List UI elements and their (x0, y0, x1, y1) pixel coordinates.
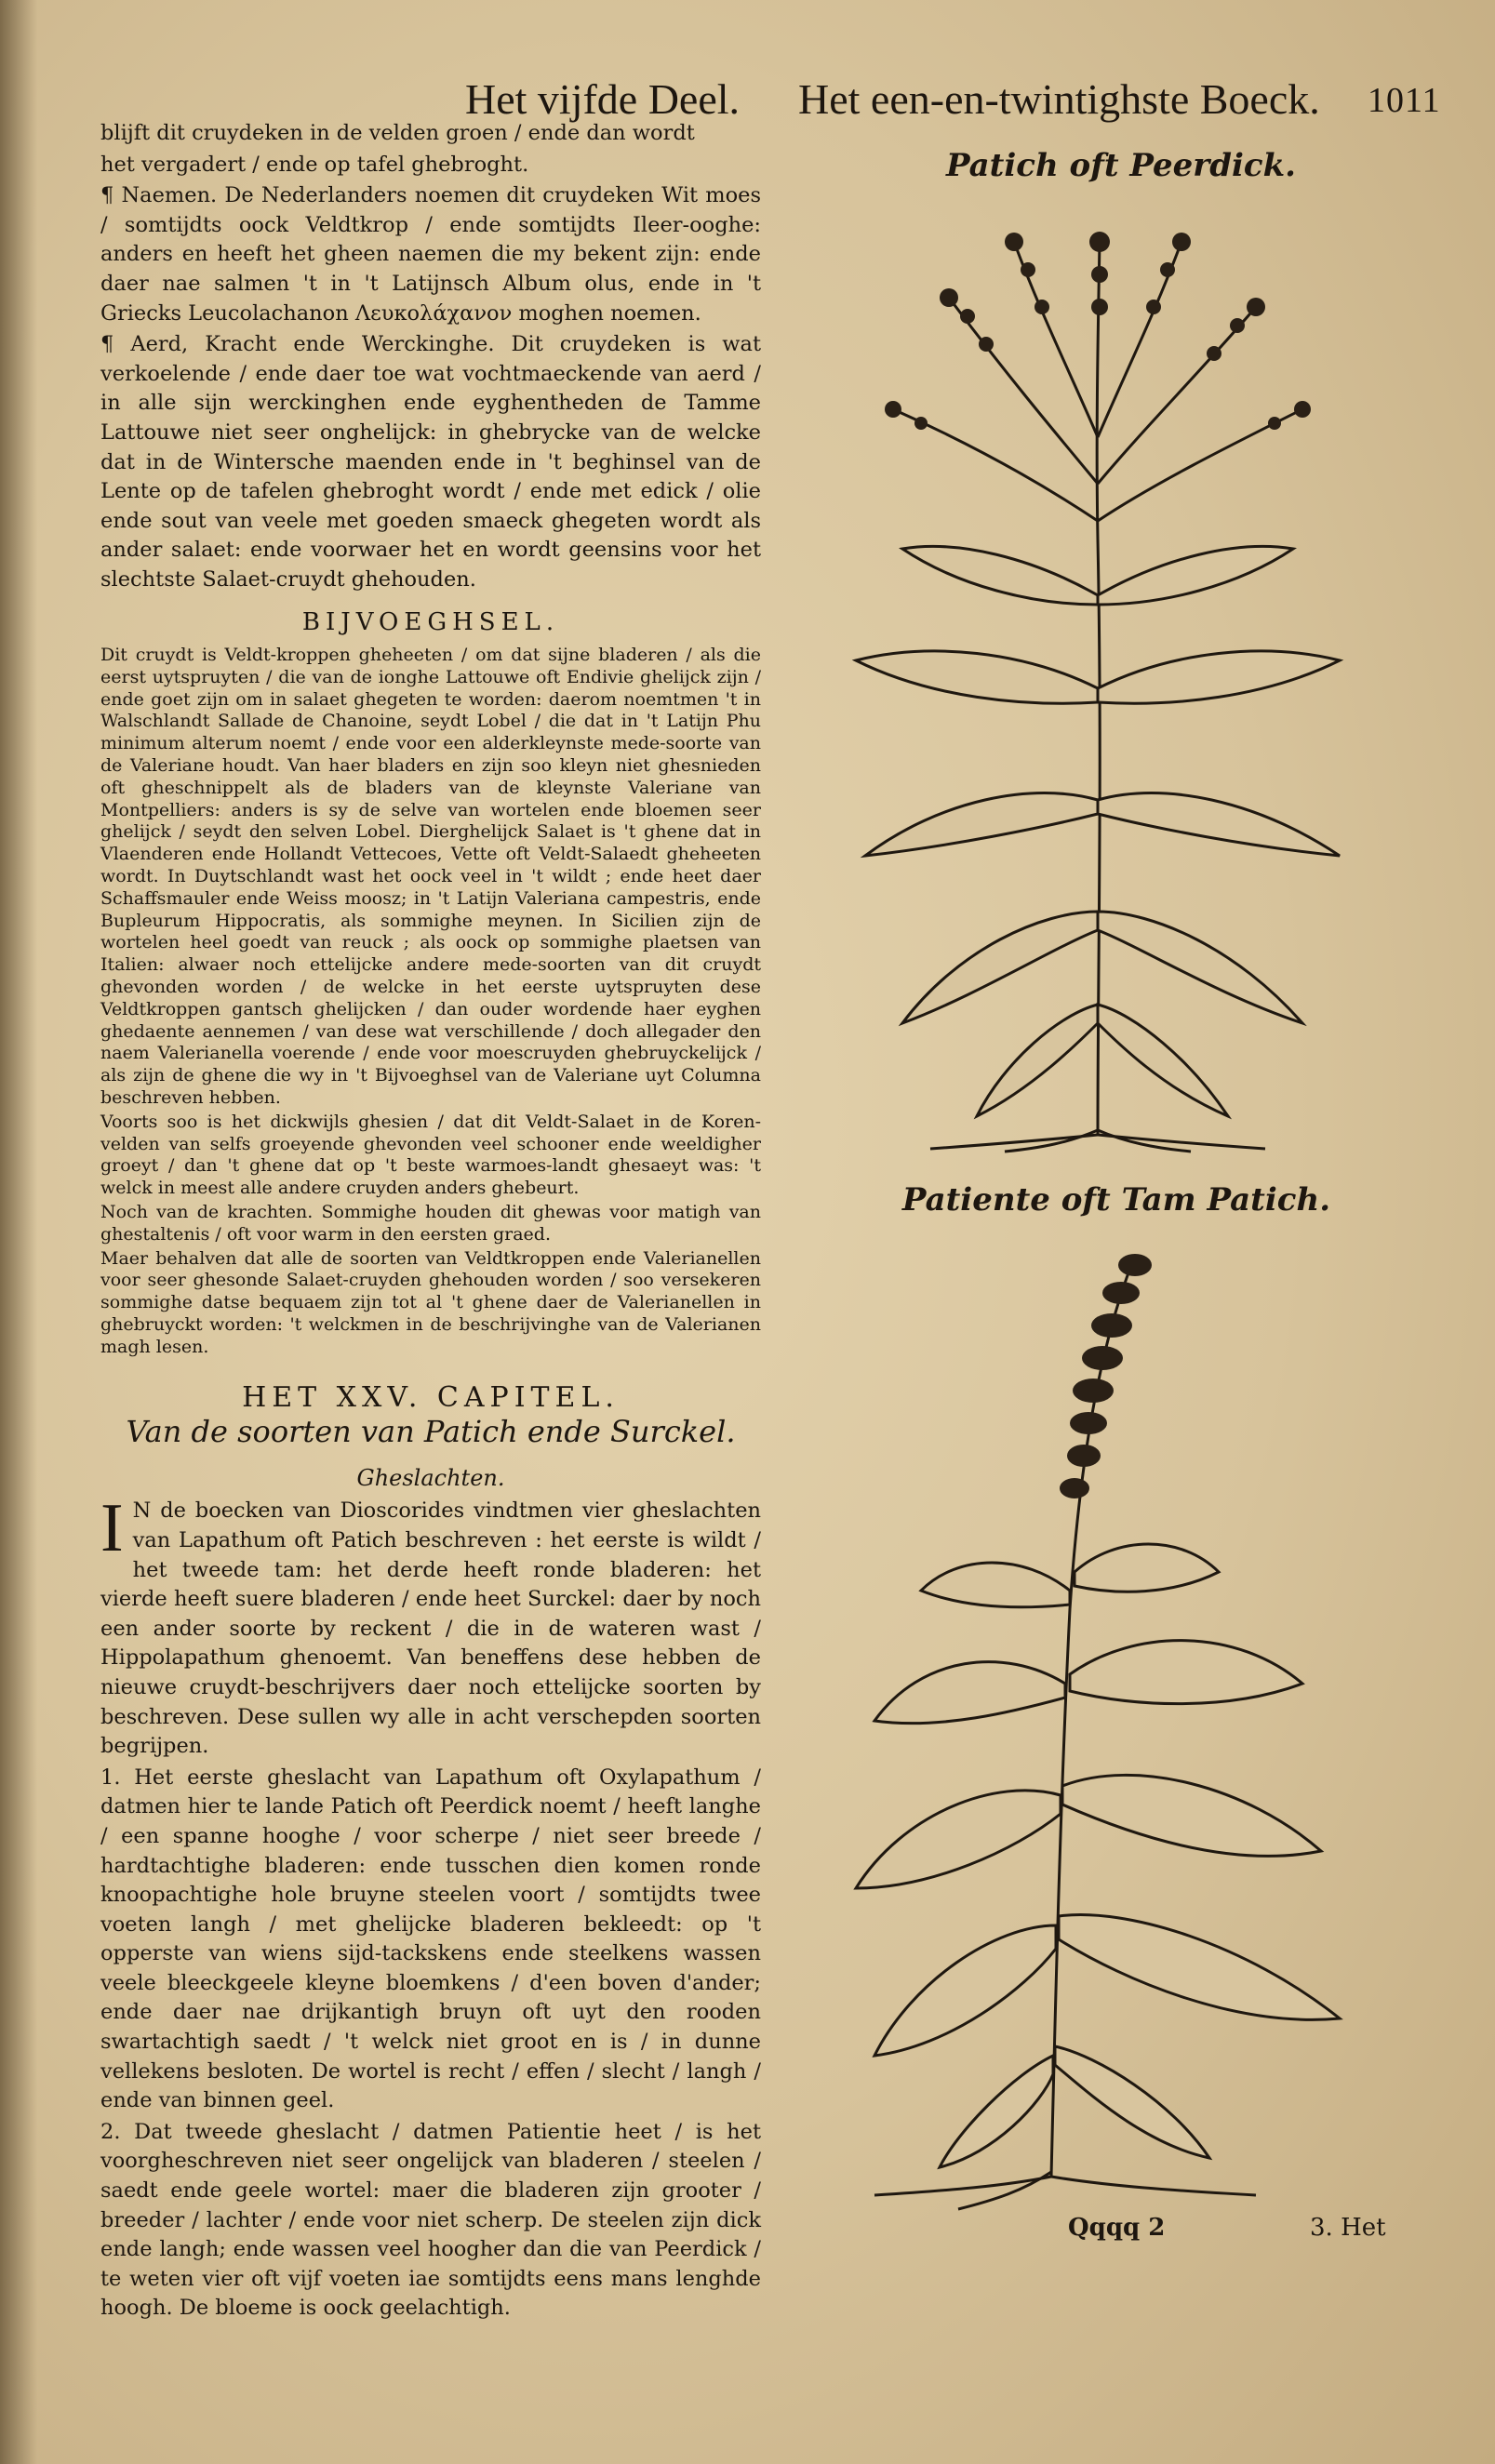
gheslachten-paragraph: 1. Het eerste gheslacht van Lapathum oft Oxylapathum / datmen hier te lande Patich oft Peerdick noemt / heeft langhe / een spanne hooghe / voor scherpe / niet seer breede / hardtachtighe bladeren: ende tusschen dien komen ronde knoopachtighe hole bruyne steelen voort / somtijdts twee voeten langh / met ghelijcke bladeren bekleedt: op 't opperste van wiens sijd-tackskens ende steelkens wassen veele bleeckgeele kleyne bloemkens / d'een boven d'ander; ende daer nae drijkantigh bruyn oft uyt den rooden swartachtigh saedt / 't welck niet groot en is / in dunne vellekens besloten. De wortel is recht / effen / slecht / langh / ende van binnen geel. (100, 1765, 761, 2113)
bijvoeghsel-paragraph: Noch van de krachten. Sommighe houden dit ghewas voor matigh van ghestaltenis / oft voor warm in den eersten graed. (100, 1202, 761, 1245)
chapter-number: HET XXV. CAPITEL. (242, 1380, 620, 1414)
gheslachten-heading: Gheslachten. (356, 1464, 505, 1491)
intro-line: blijft dit cruydeken in de velden groen / ende dan wordt (100, 121, 695, 145)
signature-mark: Qqqq 2 (1068, 2214, 1166, 2242)
namen-paragraph: ¶ Naemen. De Nederlanders noemen dit cruydeken Wit moes / somtijdts oock Veldtkrop / ende somtijdts Ileer-ooghe: anders en heeft het gheen naemen die my bekent zijn: ende daer nae salmen 't in 't Latijnsch Album olus, ende in 't Griecks Leucolachanon Λευκολάχανον moghen noemen. (100, 183, 761, 326)
intro-line: het vergadert / ende op tafel ghebroght. (100, 152, 529, 177)
left-text-column (100, 119, 761, 2325)
gheslachten-paragraph: 2. Dat tweede gheslacht / datmen Patientie heet / is het voorgheschreven niet seer ongelijck van bladeren / steelen / saedt ende geele wortel: maer die bladeren zijn grooter / breeder / lachter / ende voor niet scherp. De steelen zijn dick ende langh; ende wassen veel hoogher dan die van Peerdick / te weten vier oft vijf voeten iae somtijdts eens mans lenghde hoogh. De bloeme is oock geelachtigh. (100, 2119, 761, 2321)
bijvoeghsel-paragraph: Maer behalven dat alle de soorten van Veldtkroppen ende Valerianellen voor seer ghesonde Salaet-cruyden ghehouden worden / soo versekeren sommighe datse bequaem zijn tot al 't ghene daer de Valerianellen in ghebruyckt worden: 't welckmen in de beschrijvinghe van de Valerianen magh lesen. (100, 1247, 761, 1357)
bijvoeghsel-paragraph: Voorts soo is het dickwijls ghesien / dat dit Veldt-Salaet in de Koren-velden van selfs groeyende ghevonden veel schooner ende weeldigher groeyt / dan 't ghene dat op 't beste warmoes-landt ghesaeyt was: 't welck in meest alle andere cruyden anders ghebeurt. (100, 1111, 761, 1199)
woodcut-patiente-plant (819, 1237, 1377, 2214)
running-head-left: Het vijfde Deel. (465, 75, 741, 123)
figure-caption-1: Patich oft Peerdick. (945, 147, 1297, 184)
drop-capital: I (100, 1490, 124, 1567)
aerd-paragraph: ¶ Aerd, Kracht ende Werckinghe. Dit cruydeken is wat verkoelende / ende daer toe wat vochtmaeckende van aerd / in alle sijn werckinghen ende eyghentheden de Tamme Lattouwe niet seer onghelijck: in ghebrycke van de welcke dat in de Wintersche maenden ende in 't beghinsel van de Lente op de tafelen ghebroght wordt / ende met edick / olie ende sout van veele met goeden smaeck ghegeten wordt als ander salaet: ende voorwaer het en wordt geensins voor het slechtste Salaet-cruydt ghehouden. (100, 332, 761, 592)
gutter-shadow (0, 0, 37, 2464)
woodcut-patich-plant (819, 205, 1377, 1153)
gheslachten-body (100, 1490, 761, 1761)
folio-number: 1011 (1368, 81, 1441, 120)
running-head-right: Het een-en-twintighste Boeck. (798, 75, 1320, 123)
bijvoeghsel-paragraph: Dit cruydt is Veldt-kroppen gheheeten / om dat sijne bladeren / als die eerst uytspruyten / die van de ionghe Lattouwe oft Endivie ghelijck zijn / ende goet zijn om in salaet ghegeten te worden: daerom noemtmen 't in Walschlandt Sallade de Chanoine, seydt Lobel / die dat in 't Latijn Phu minimum alterum noemt / ende voor een alderkleynste mede-soorte van de Valeriane houdt. Van haer bladers en zijn soo kleyn niet ghesnieden oft gheschnippelt als de bladers van de kleynste Valeriane van Montpelliers: anders is sy de selve van wortelen ende bloemen seer ghelijck / seydt den selven Lobel. Dierghelijck Salaet is 't ghene dat in Vlaenderen ende Hollandt Vettecoes, Vette oft Veldt-Salaedt gheheeten wordt. In Duytschlandt wast het oock veel in 't wildt ; ende heet daer Schaffsmauler ende Weiss moosz; in 't Latijn Valeriana campestris, ende Bupleurum Hippocratis, als sommighe meynen. In Sicilien zijn de wortelen heel goedt van reuck ; als oock op sommighe plaetsen van Italien: alwaer noch ettelijcke andere mede-soorten van dit cruydt ghevonden worden / de welcke in het eerste uytspruyten dese Veldtkroppen gantsch ghelijcken / dan ouder wordende haer eyghen ghedaente aennemen / van dese wat verschillende / doch allegader den naem Valerianella voerende / ende voor moescruyden ghebruyckelijck / als zijn de ghene die wy in 't Bijvoeghsel van de Valeriane uyt Columna beschreven hebben. (100, 645, 761, 1109)
chapter-title: Van de soorten van Patich ende Surckel. (126, 1414, 736, 1450)
catchword: 3. Het (1310, 2214, 1386, 2242)
gheslachten-paragraph: N de boecken van Dioscorides vindtmen vier gheslachten van Lapathum oft Patich beschreven : het eerste is wildt / het tweede tam: het derde heeft ronde bladeren: het vierde heeft suere bladeren / ende heet Surckel: daer by noch een ander soorte by reckent / die in de wateren wast / Hippolapathum ghenoemt. Van beneffens dese hebben de nieuwe cruydt-beschrijvers daer noch ettelijcke soorten by beschreven. Dese sullen wy alle in acht verschepden soorten begrijpen. (100, 1498, 761, 1759)
figure-caption-2: Patiente oft Tam Patich. (901, 1181, 1331, 1219)
bijvoeghsel-heading: BIJVOEGHSEL. (301, 607, 560, 636)
